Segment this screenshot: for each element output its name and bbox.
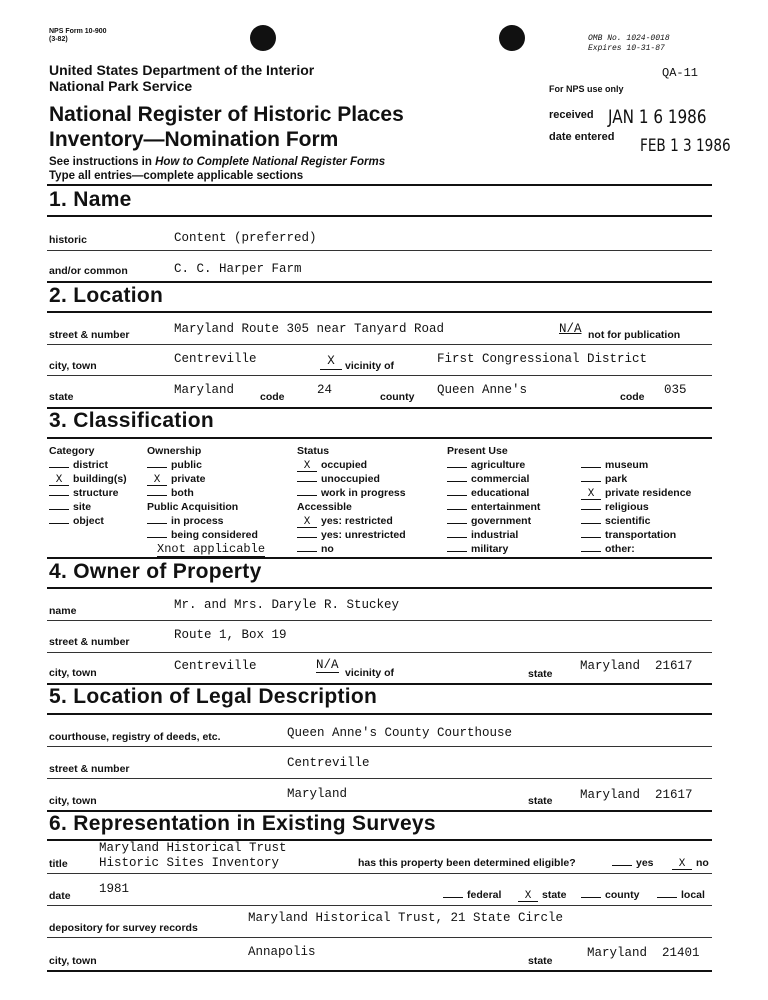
section-3-title: 3. Classification	[49, 409, 214, 432]
divider	[47, 620, 712, 621]
ownership-both: both	[147, 486, 265, 500]
legal-street-value: Centreville	[287, 756, 370, 770]
divider	[47, 937, 712, 938]
section-6-title: 6. Representation in Existing Surveys	[49, 812, 436, 835]
nfp-label: not for publication	[588, 329, 681, 341]
nfp-mark: N/A	[559, 322, 582, 336]
use-other: other:	[581, 542, 691, 556]
category-structure: structure	[49, 486, 127, 500]
survey-title-label: title	[49, 858, 68, 870]
use-agriculture: agriculture	[447, 458, 540, 472]
rule	[47, 557, 712, 559]
section-5-title: 5. Location of Legal Description	[49, 685, 378, 708]
county-label: county	[380, 391, 415, 403]
legal-state-label: state	[528, 795, 553, 807]
use-private-residence: X private residence	[581, 486, 691, 500]
state-value: Maryland	[174, 383, 235, 397]
courthouse-value: Queen Anne's County Courthouse	[287, 726, 513, 740]
rule	[47, 437, 712, 439]
eligible-yes[interactable]: yes	[612, 857, 654, 869]
use-commercial: commercial	[447, 472, 540, 486]
street-label: street & number	[49, 329, 130, 341]
acquisition-in-process: in process	[147, 514, 265, 528]
owner-city-label: city, town	[49, 667, 97, 679]
use-religious: religious	[581, 500, 691, 514]
use-scientific: scientific	[581, 514, 691, 528]
ownership-column: Ownership public X private both Public Acquisition in process being considered Xnot applicable	[147, 445, 266, 556]
section-2-title: 2. Location	[49, 284, 164, 307]
not-applicable: Xnot applicable	[157, 542, 266, 556]
rule	[47, 281, 712, 283]
divider	[47, 905, 712, 906]
date-entered-stamp: FEB 1 3 1986	[640, 136, 731, 156]
use-industrial: industrial	[447, 528, 540, 542]
rule	[47, 587, 712, 589]
divider	[47, 746, 712, 747]
omb-number: OMB No. 1024-0018 Expires 10-31-87	[588, 34, 670, 53]
rule	[47, 215, 712, 217]
divider	[47, 250, 712, 251]
legal-state-value: Maryland 21617	[580, 788, 693, 802]
category-column: Category district X building(s) structure site object	[49, 445, 127, 527]
form-title: National Register of Historic Places Inventory—Nomination Form	[49, 103, 404, 151]
divider	[47, 652, 712, 653]
use-government: government	[447, 514, 540, 528]
use-educational: educational	[447, 486, 540, 500]
state-label: state	[49, 391, 74, 403]
level-state[interactable]: X state	[518, 889, 567, 902]
divider	[47, 375, 712, 376]
use-entertainment: entertainment	[447, 500, 540, 514]
level-federal[interactable]: federal	[443, 889, 501, 901]
rule	[47, 970, 712, 972]
acquisition-being-considered: being considered	[147, 528, 265, 542]
present-use-column-1: Present Use agriculture commercial educational entertainment government industrial military	[447, 445, 541, 555]
code-label: code	[260, 391, 285, 403]
code2-value: 035	[664, 383, 687, 397]
vicinity-label: vicinity of	[345, 360, 395, 372]
depository-state-value: Maryland 21401	[587, 946, 700, 960]
eligible-no[interactable]: X no	[672, 857, 709, 870]
form-number: NPS Form 10-900 (3-82)	[49, 28, 107, 43]
status-column: Status X occupied unoccupied work in progress Accessible X yes: restricted yes: unrestricted no	[297, 445, 406, 555]
use-museum: museum	[581, 458, 691, 472]
received-stamp: JAN 1 6 1986	[608, 106, 707, 128]
rule	[47, 311, 712, 313]
legal-city-value: Maryland	[287, 787, 348, 801]
punch-hole-left	[250, 25, 276, 51]
depository-label: depository for survey records	[49, 922, 198, 934]
agency: United States Department of the Interior National Park Service	[49, 62, 315, 94]
instructions: See instructions in How to Complete National Register Forms Type all entries—complete applicable sections	[49, 156, 386, 182]
owner-state-value: Maryland 21617	[580, 659, 693, 673]
legal-city-label: city, town	[49, 795, 97, 807]
owner-vicinity-label: vicinity of	[345, 667, 395, 679]
depository-state-label: state	[528, 955, 553, 967]
courthouse-label: courthouse, registry of deeds, etc.	[49, 731, 221, 743]
section-4-title: 4. Owner of Property	[49, 560, 262, 583]
street-value: Maryland Route 305 near Tanyard Road	[174, 322, 445, 336]
status-work-in-progress: work in progress	[297, 486, 406, 500]
use-military: military	[447, 542, 540, 556]
category-district: district	[49, 458, 127, 472]
owner-city-value: Centreville	[174, 659, 257, 673]
county-value: Queen Anne's	[437, 383, 528, 397]
legal-street-label: street & number	[49, 763, 130, 775]
rule	[47, 184, 712, 186]
common-value: C. C. Harper Farm	[174, 262, 302, 276]
ownership-private: X private	[147, 472, 265, 486]
punch-hole-right	[499, 25, 525, 51]
divider	[47, 344, 712, 345]
category-buildings: X building(s)	[49, 472, 127, 486]
status-unoccupied: unoccupied	[297, 472, 406, 486]
divider	[47, 778, 712, 779]
city-value: Centreville	[174, 352, 257, 366]
code2-label: code	[620, 391, 645, 403]
accessible-no: no	[297, 542, 406, 556]
code-value: 24	[317, 383, 333, 397]
survey-date-value: 1981	[99, 882, 130, 896]
eligible-question: has this property been determined eligible?	[358, 857, 576, 869]
survey-date-label: date	[49, 890, 71, 902]
nps-use-label: For NPS use only	[549, 84, 624, 94]
survey-title-value: Maryland Historical Trust Historic Sites Inventory	[99, 841, 287, 870]
district-value: First Congressional District	[437, 352, 648, 366]
depository-city-value: Annapolis	[248, 945, 316, 959]
use-park: park	[581, 472, 691, 486]
category-object: object	[49, 514, 127, 528]
owner-street-value: Route 1, Box 19	[174, 628, 287, 642]
accessible-unrestricted: yes: unrestricted	[297, 528, 406, 542]
received-label: received	[549, 109, 594, 121]
accessible-restricted: X yes: restricted	[297, 514, 406, 528]
category-site: site	[49, 500, 127, 514]
historic-label: historic	[49, 234, 87, 246]
historic-value: Content (preferred)	[174, 231, 317, 245]
date-entered-label: date entered	[549, 131, 615, 143]
section-1-title: 1. Name	[49, 188, 132, 211]
present-use-column-2	[581, 458, 691, 556]
level-local[interactable]: local	[657, 889, 705, 901]
city-label: city, town	[49, 360, 97, 372]
owner-street-label: street & number	[49, 636, 130, 648]
vicinity-checkbox[interactable]: X	[320, 351, 342, 370]
ownership-public: public	[147, 458, 265, 472]
depository-value: Maryland Historical Trust, 21 State Circle	[248, 911, 564, 925]
status-occupied: X occupied	[297, 458, 406, 472]
owner-name-value: Mr. and Mrs. Daryle R. Stuckey	[174, 598, 400, 612]
owner-vicinity-mark: N/A	[316, 658, 339, 672]
level-county[interactable]: county	[581, 889, 639, 901]
rule	[47, 713, 712, 715]
qa-number: QA-11	[662, 66, 699, 80]
owner-state-label: state	[528, 668, 553, 680]
use-transportation: transportation	[581, 528, 691, 542]
depository-city-label: city, town	[49, 955, 97, 967]
common-label: and/or common	[49, 265, 128, 277]
divider	[47, 873, 712, 874]
owner-name-label: name	[49, 605, 77, 617]
